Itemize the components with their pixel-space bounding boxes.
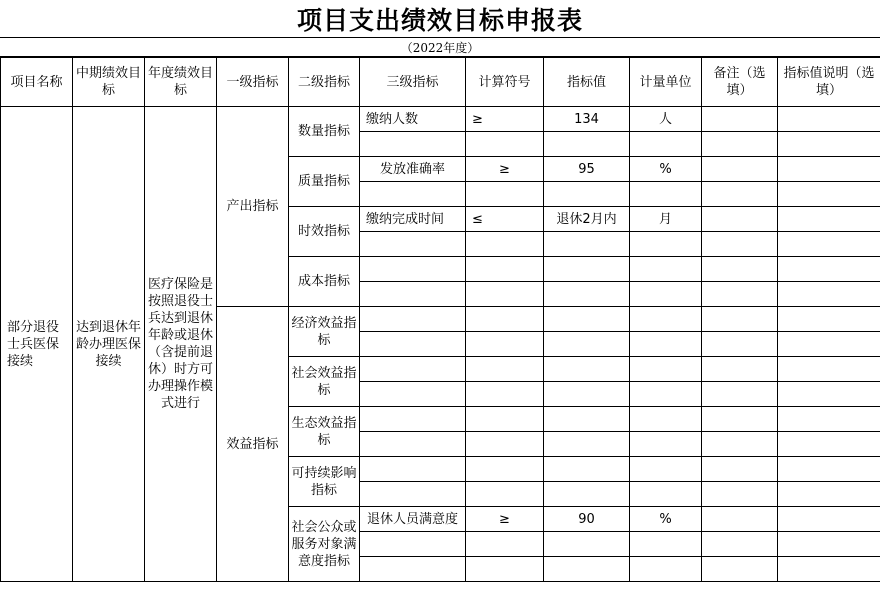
indicator-quantity-value: 134 bbox=[544, 107, 630, 132]
value-cell bbox=[544, 457, 630, 482]
level1-benefit: 效益指标 bbox=[217, 307, 289, 582]
value-cell bbox=[544, 382, 630, 407]
header-level1: 一级指标 bbox=[217, 58, 289, 107]
remark-cell bbox=[702, 132, 778, 157]
level3-cell bbox=[360, 557, 466, 582]
indicator-satisfaction-value: 90 bbox=[544, 507, 630, 532]
level2-timeliness: 时效指标 bbox=[289, 207, 360, 257]
level3-cell bbox=[360, 132, 466, 157]
header-value-desc: 指标值说明（选填） bbox=[778, 58, 880, 107]
operator-cell bbox=[466, 432, 544, 457]
level3-cell bbox=[360, 332, 466, 357]
value-cell bbox=[544, 332, 630, 357]
indicator-quantity-operator: ≥ bbox=[466, 107, 544, 132]
level2-ecological: 生态效益指标 bbox=[289, 407, 360, 457]
operator-cell bbox=[466, 182, 544, 207]
operator-cell bbox=[466, 382, 544, 407]
report-title: 项目支出绩效目标申报表 bbox=[0, 0, 880, 38]
level2-quantity: 数量指标 bbox=[289, 107, 360, 157]
value-cell bbox=[544, 407, 630, 432]
level3-cell bbox=[360, 457, 466, 482]
header-operator: 计算符号 bbox=[466, 58, 544, 107]
annual-goal-cell: 医疗保险是按照退役士兵达到退休年龄或退休（含提前退休）时方可办理操作模式进行 bbox=[145, 107, 217, 582]
operator-cell bbox=[466, 307, 544, 332]
level3-cell bbox=[360, 282, 466, 307]
operator-cell bbox=[466, 482, 544, 507]
indicator-quality-value: 95 bbox=[544, 157, 630, 182]
level2-social: 社会效益指标 bbox=[289, 357, 360, 407]
value-desc-cell bbox=[778, 432, 880, 457]
indicator-timeliness-unit: 月 bbox=[630, 207, 702, 232]
operator-cell bbox=[466, 232, 544, 257]
remark-cell bbox=[702, 407, 778, 432]
level3-cell bbox=[360, 182, 466, 207]
value-desc-cell bbox=[778, 407, 880, 432]
level2-cost: 成本指标 bbox=[289, 257, 360, 307]
indicator-quality-name: 发放准确率 bbox=[360, 157, 466, 182]
unit-cell bbox=[630, 132, 702, 157]
value-cell bbox=[544, 482, 630, 507]
level2-sustainable: 可持续影响指标 bbox=[289, 457, 360, 507]
unit-cell bbox=[630, 482, 702, 507]
unit-cell bbox=[630, 182, 702, 207]
operator-cell bbox=[466, 532, 544, 557]
unit-cell bbox=[630, 357, 702, 382]
remark-cell bbox=[702, 207, 778, 232]
unit-cell bbox=[630, 557, 702, 582]
unit-cell bbox=[630, 332, 702, 357]
value-cell bbox=[544, 532, 630, 557]
value-cell bbox=[544, 182, 630, 207]
indicator-satisfaction-name: 退休人员满意度 bbox=[360, 507, 466, 532]
remark-cell bbox=[702, 332, 778, 357]
remark-cell bbox=[702, 482, 778, 507]
level2-economic: 经济效益指标 bbox=[289, 307, 360, 357]
operator-cell bbox=[466, 332, 544, 357]
value-desc-cell bbox=[778, 557, 880, 582]
header-level2: 二级指标 bbox=[289, 58, 360, 107]
remark-cell bbox=[702, 107, 778, 132]
indicator-quantity-name: 缴纳人数 bbox=[360, 107, 466, 132]
header-remark: 备注（选填） bbox=[702, 58, 778, 107]
unit-cell bbox=[630, 257, 702, 282]
level3-cell bbox=[360, 407, 466, 432]
value-desc-cell bbox=[778, 257, 880, 282]
header-value: 指标值 bbox=[544, 58, 630, 107]
level2-quality: 质量指标 bbox=[289, 157, 360, 207]
remark-cell bbox=[702, 382, 778, 407]
value-desc-cell bbox=[778, 457, 880, 482]
value-desc-cell bbox=[778, 357, 880, 382]
unit-cell bbox=[630, 232, 702, 257]
indicator-timeliness-name: 缴纳完成时间 bbox=[360, 207, 466, 232]
header-annual-goal: 年度绩效目标 bbox=[145, 58, 217, 107]
value-cell bbox=[544, 307, 630, 332]
value-cell bbox=[544, 257, 630, 282]
value-desc-cell bbox=[778, 282, 880, 307]
remark-cell bbox=[702, 557, 778, 582]
value-desc-cell bbox=[778, 507, 880, 532]
remark-cell bbox=[702, 457, 778, 482]
value-desc-cell bbox=[778, 482, 880, 507]
value-desc-cell bbox=[778, 207, 880, 232]
value-desc-cell bbox=[778, 307, 880, 332]
level3-cell bbox=[360, 232, 466, 257]
unit-cell bbox=[630, 432, 702, 457]
value-cell bbox=[544, 132, 630, 157]
header-level3: 三级指标 bbox=[360, 58, 466, 107]
value-cell bbox=[544, 282, 630, 307]
operator-cell bbox=[466, 557, 544, 582]
operator-cell bbox=[466, 282, 544, 307]
value-desc-cell bbox=[778, 157, 880, 182]
indicator-quality-operator: ≥ bbox=[466, 157, 544, 182]
indicator-timeliness-operator: ≤ bbox=[466, 207, 544, 232]
level1-output: 产出指标 bbox=[217, 107, 289, 307]
remark-cell bbox=[702, 282, 778, 307]
mid-goal-cell: 达到退休年龄办理医保接续 bbox=[73, 107, 145, 582]
value-cell bbox=[544, 357, 630, 382]
level3-cell bbox=[360, 307, 466, 332]
remark-cell bbox=[702, 232, 778, 257]
indicator-timeliness-value: 退休2月内 bbox=[544, 207, 630, 232]
operator-cell bbox=[466, 257, 544, 282]
indicator-satisfaction-operator: ≥ bbox=[466, 507, 544, 532]
level3-cell bbox=[360, 532, 466, 557]
value-cell bbox=[544, 432, 630, 457]
header-project-name: 项目名称 bbox=[1, 58, 73, 107]
unit-cell bbox=[630, 457, 702, 482]
unit-cell bbox=[630, 382, 702, 407]
unit-cell bbox=[630, 532, 702, 557]
value-desc-cell bbox=[778, 107, 880, 132]
header-mid-goal: 中期绩效目标 bbox=[73, 58, 145, 107]
level3-cell bbox=[360, 382, 466, 407]
value-desc-cell bbox=[778, 332, 880, 357]
report-year: （2022年度） bbox=[0, 38, 880, 57]
level2-satisfaction: 社会公众或服务对象满意度指标 bbox=[289, 507, 360, 582]
operator-cell bbox=[466, 457, 544, 482]
indicator-satisfaction-unit: % bbox=[630, 507, 702, 532]
performance-table bbox=[0, 57, 880, 582]
operator-cell bbox=[466, 132, 544, 157]
value-desc-cell bbox=[778, 132, 880, 157]
level3-cell bbox=[360, 432, 466, 457]
project-name-cell: 部分退役士兵医保接续 bbox=[1, 107, 73, 582]
value-desc-cell bbox=[778, 182, 880, 207]
value-desc-cell bbox=[778, 382, 880, 407]
level3-cell bbox=[360, 357, 466, 382]
header-unit: 计量单位 bbox=[630, 58, 702, 107]
value-desc-cell bbox=[778, 232, 880, 257]
unit-cell bbox=[630, 282, 702, 307]
remark-cell bbox=[702, 357, 778, 382]
value-cell bbox=[544, 557, 630, 582]
unit-cell bbox=[630, 307, 702, 332]
unit-cell bbox=[630, 407, 702, 432]
remark-cell bbox=[702, 257, 778, 282]
remark-cell bbox=[702, 307, 778, 332]
remark-cell bbox=[702, 532, 778, 557]
level3-cell bbox=[360, 482, 466, 507]
header-row bbox=[1, 58, 880, 107]
indicator-quality-unit: % bbox=[630, 157, 702, 182]
remark-cell bbox=[702, 432, 778, 457]
remark-cell bbox=[702, 157, 778, 182]
value-desc-cell bbox=[778, 532, 880, 557]
operator-cell bbox=[466, 407, 544, 432]
indicator-quantity-unit: 人 bbox=[630, 107, 702, 132]
remark-cell bbox=[702, 182, 778, 207]
remark-cell bbox=[702, 507, 778, 532]
value-cell bbox=[544, 232, 630, 257]
level3-cell bbox=[360, 257, 466, 282]
operator-cell bbox=[466, 357, 544, 382]
